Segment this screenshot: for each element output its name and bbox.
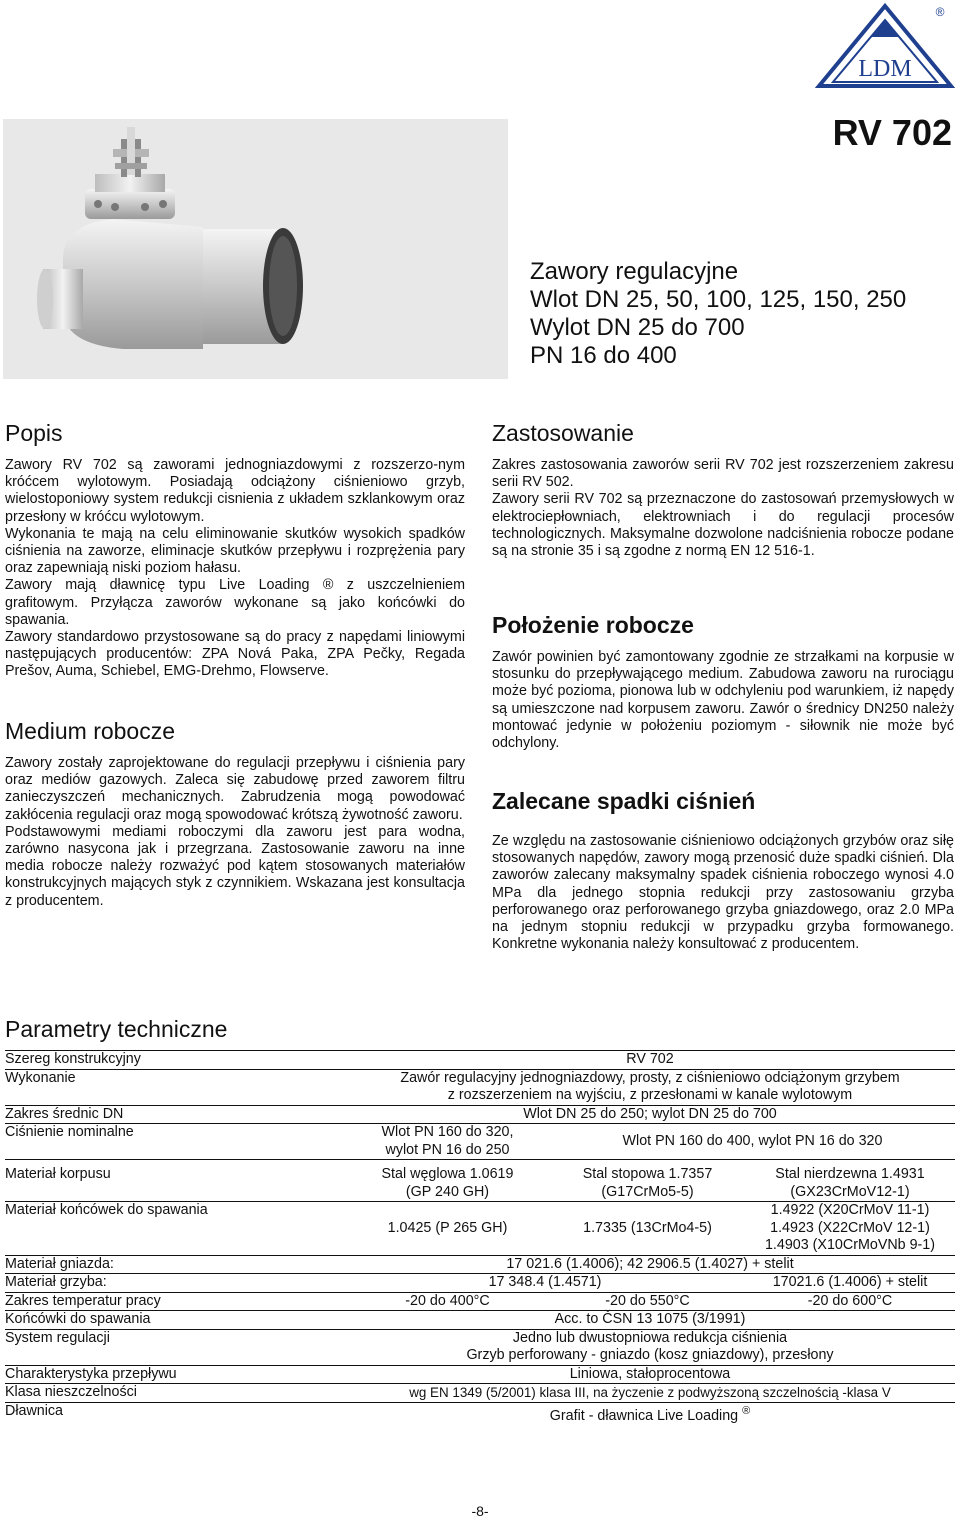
- param-value-line: 1.4922 (X20CrMoV 11-1): [770, 1202, 930, 1218]
- param-value: 1.7335 (13CrMo4-5): [550, 1202, 745, 1256]
- section-body: [492, 457, 954, 560]
- registered-mark: ®: [742, 1404, 751, 1417]
- param-label: Materiał gniazda:: [5, 1255, 345, 1274]
- table-row: [5, 1202, 955, 1256]
- table-row: [5, 1292, 955, 1311]
- paragraph: Zawory zostały zaprojektowane do regulacji przepływu i ciśnienia pary oraz mediów gazowych. Zaleca się zabudowę przed zaworem filtru zanieczyszczeń mechanicznych. Zabrudzenia mogą powodować zakłócenia regulacji oraz mogą spowodować krótszą żywotność zaworu.: [5, 755, 465, 823]
- param-value: -20 do 400°C: [345, 1292, 550, 1311]
- section-title: Zalecane spadki ciśnień: [492, 788, 756, 814]
- param-value-line: Stal nierdzewna 1.4931: [775, 1166, 925, 1182]
- section-title: Popis: [5, 420, 63, 446]
- param-value-line: Zawór regulacyjny jednogniazdowy, prosty, z ciśnieniowo odciążonym grzybem: [400, 1069, 900, 1086]
- param-value-line: wylot PN 16 do 250: [385, 1141, 510, 1158]
- product-photo: [3, 119, 508, 379]
- section-title: Zastosowanie: [492, 420, 634, 446]
- param-value-line: 1.4923 (X22CrMoV 12-1): [770, 1219, 930, 1236]
- param-value: -20 do 550°C: [550, 1292, 745, 1311]
- section-title: Medium robocze: [5, 718, 176, 744]
- param-value: 1.0425 (P 265 GH): [345, 1202, 550, 1256]
- param-label: Materiał grzyba:: [5, 1274, 345, 1293]
- paragraph: Zawór powinien być zamontowany zgodnie ze strzałkami na korpusie w stosunku do przepływającego medium. Zabudowa zaworu na rurociągu może być pozioma, pionowa lub w odchyleniu pod warunkiem, iż napędy są umieszczone nad korpusem zaworu. Zawór o średnicy DN250 należy montować jedynie w położeniu poziomym - siłownik nie może być odchylony.: [492, 649, 954, 752]
- param-label: Końcówki do spawania: [5, 1311, 345, 1330]
- table-row: [5, 1051, 955, 1070]
- table-row: [5, 1329, 955, 1365]
- registered-mark: ®: [935, 5, 945, 19]
- param-value-line: (GP 240 GH): [405, 1183, 490, 1200]
- param-label: System regulacji: [5, 1329, 345, 1365]
- section-body: [5, 755, 465, 910]
- param-value: [745, 1160, 955, 1202]
- params-title: Parametry techniczne: [5, 1016, 228, 1042]
- param-value: Wlot DN 25 do 250; wylot DN 25 do 700: [345, 1105, 955, 1124]
- section-spadki: [492, 788, 954, 953]
- param-label: Ciśnienie nominalne: [5, 1124, 345, 1160]
- param-label: Materiał końcówek do spawania: [5, 1202, 345, 1256]
- param-value: 17 021.6 (1.4006); 42 2906.5 (1.4027) + stelit: [345, 1255, 955, 1274]
- section-medium: [5, 718, 465, 910]
- table-row: [5, 1402, 955, 1425]
- paragraph: Zawory serii RV 702 są przeznaczone do zastosowań przemysłowych w elektrociepłowniach, elektrowniach i do regulacji procesów technologicznych. Maksymalne dozwolone nadciśnienia robocze podane są na stronie 35 i są zgodne z normą EN 12 516-1.: [492, 491, 954, 560]
- param-label: Dławnica: [5, 1402, 345, 1425]
- param-label: Zakres temperatur pracy: [5, 1292, 345, 1311]
- paragraph: Zawory standardowo przystosowane są do pracy z napędami liniowymi następujących producentów: ZPA Nová Paka, ZPA Pečky, Regada Prešov, Auma, Schiebel, EMG-Drehmo, Flowserve.: [5, 629, 465, 680]
- model-title: RV 702: [832, 112, 952, 153]
- param-value-line: Wlot PN 160 do 320,: [381, 1124, 514, 1140]
- param-value: wg EN 1349 (5/2001) klasa III, na życzenie z podwyższoną szczelnością -klasa V: [345, 1384, 955, 1403]
- param-value-line: Grzyb perforowany - gniazdo (kosz gniazdowy), przesłony: [466, 1347, 834, 1363]
- param-value-line: (G17CrMo5-5): [601, 1183, 694, 1200]
- subtitle-line: Zawory regulacyjne: [530, 258, 739, 285]
- page-number: -8-: [471, 1503, 489, 1519]
- param-value: [345, 1124, 550, 1160]
- param-value: [345, 1069, 955, 1105]
- section-body: [492, 833, 954, 953]
- table-row: [5, 1160, 955, 1202]
- paragraph: Podstawowymi mediami roboczymi dla zaworu jest para wodna, zarówno nasycona jak i przegrzana. Zastosowanie zaworu na inne media robocze należy rozważyć pod kątem stosowanych materiałów konstrukcyjnych mających styk z czynnikiem. Wskazana jest konsultacja z producentem.: [5, 823, 465, 909]
- param-label: Wykonanie: [5, 1069, 345, 1105]
- param-label: Klasa nieszczelności: [5, 1384, 345, 1403]
- param-value: Liniowa, stałoprocentowa: [345, 1365, 955, 1384]
- param-value: [745, 1202, 955, 1256]
- subtitle-line: Wlot DN 25, 50, 100, 125, 150, 250: [530, 286, 907, 313]
- param-value: [550, 1160, 745, 1202]
- param-value: Wlot PN 160 do 400, wylot PN 16 do 320: [550, 1124, 955, 1160]
- section-polozenie: [492, 612, 954, 752]
- paragraph: Ze względu na zastosowanie ciśnieniowo odciążonych grzybów oraz siłę stosowanych napędów, zawory mogą przenosić duże spadki ciśnień. Dla zaworów zalecany maksymalny spadek ciśnienia roboczego wynosi 4.0 MPa dla jednego stopnia redukcji przy zastosowaniu grzyba perforowanego oraz perforowanego grzyba gniazdowego, oraz 2.0 MPa na jednym stopniu redukcji w przypadku grzyba formowanego. Konkretne wykonania należy konsultować z producentem.: [492, 833, 954, 953]
- param-value-line: 1.4903 (X10CrMoVNb 9-1): [764, 1237, 936, 1253]
- table-row: [5, 1311, 955, 1330]
- section-popis: [5, 420, 465, 681]
- subtitle-line: Wylot DN 25 do 700: [530, 314, 745, 341]
- ldm-logo: [815, 2, 955, 88]
- paragraph: Wykonania te mają na celu eliminowanie skutków wysokich spadków ciśnienia na zaworze, eliminacje skutków przepływu i rozprężenia pary oraz zapewniają niski poziom hałasu.: [5, 525, 465, 577]
- table-row: [5, 1105, 955, 1124]
- param-value-line: (GX23CrMoV12-1): [790, 1183, 910, 1200]
- param-label: Charakterystyka przepływu: [5, 1365, 345, 1384]
- param-value: RV 702: [345, 1051, 955, 1070]
- param-value: 17021.6 (1.4006) + stelit: [745, 1274, 955, 1293]
- param-label: Szereg konstrukcyjny: [5, 1051, 345, 1070]
- table-row: [5, 1384, 955, 1403]
- param-value: [345, 1402, 955, 1425]
- param-value-line: Stal węglowa 1.0619: [381, 1166, 514, 1182]
- paragraph: Zakres zastosowania zaworów serii RV 702 jest rozszerzeniem zakresu serii RV 502.: [492, 457, 954, 491]
- param-value: Acc. to ČSN 13 1075 (3/1991): [345, 1311, 955, 1330]
- param-value-line: Jedno lub dwustopniowa redukcja ciśnienia: [512, 1329, 788, 1346]
- table-row: [5, 1124, 955, 1160]
- param-label: Materiał korpusu: [5, 1160, 345, 1202]
- section-body: [5, 457, 465, 681]
- param-value: [345, 1160, 550, 1202]
- param-label: Zakres średnic DN: [5, 1105, 345, 1124]
- table-row: [5, 1069, 955, 1105]
- paragraph: Zawory mają dławnicę typu Live Loading ® z uszczelnieniem grafitowym. Przyłącza zaworów wykonane są jako końcówki do spawania.: [5, 577, 465, 628]
- section-zastosowanie: [492, 420, 954, 560]
- param-value-text: Grafit - dławnica Live Loading: [549, 1407, 739, 1424]
- params-table: [5, 1050, 955, 1425]
- paragraph: Zawory RV 702 są zaworami jednogniazdowymi z rozszerzo-nym króćcem wylotowym. Posiadają odciążony ciśnieniowo grzyb, wielostoponiowy system redukcji cisnienia z układem szklankowym oraz przesłony w króćcu wylotowym.: [5, 457, 465, 525]
- param-value: [345, 1329, 955, 1365]
- param-value: -20 do 600°C: [745, 1292, 955, 1311]
- product-subtitle: [530, 258, 955, 370]
- table-row: [5, 1365, 955, 1384]
- table-row: [5, 1255, 955, 1274]
- table-row: [5, 1274, 955, 1293]
- section-title: Położenie robocze: [492, 612, 694, 638]
- section-body: [492, 649, 954, 752]
- param-value: 17 348.4 (1.4571): [345, 1274, 745, 1293]
- param-value-line: z rozszerzeniem na wyjściu, z przesłonami w kanale wylotowym: [447, 1087, 853, 1103]
- logo-text: LDM: [858, 56, 912, 82]
- subtitle-line: PN 16 do 400: [530, 342, 677, 369]
- param-value-line: Stal stopowa 1.7357: [582, 1166, 713, 1182]
